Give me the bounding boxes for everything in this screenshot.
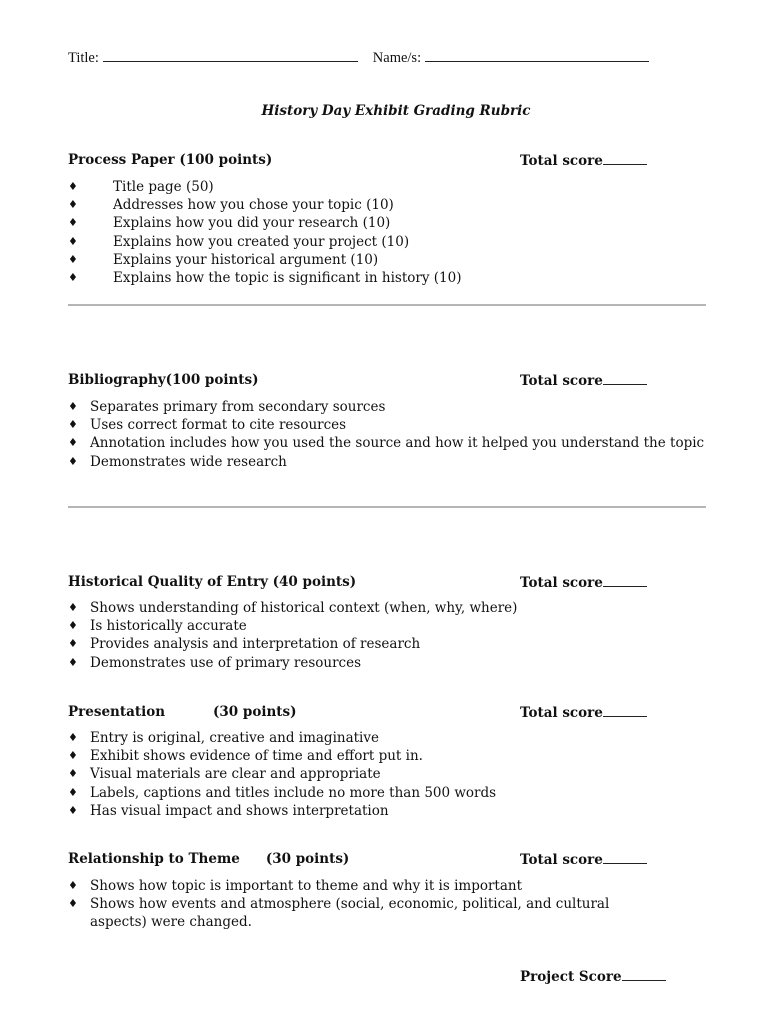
section-points: (30 points): [213, 704, 297, 720]
section-divider: [68, 506, 706, 508]
diamond-bullet-icon: ♦: [68, 731, 78, 744]
total-score-label: Total score: [520, 373, 603, 389]
diamond-bullet-icon: ♦: [68, 767, 78, 781]
diamond-bullet-icon: ♦: [68, 198, 78, 212]
title-field-label: Title:: [68, 50, 99, 66]
diamond-bullet-icon: ♦: [68, 270, 78, 284]
total-score-blank[interactable]: [603, 574, 647, 587]
diamond-bullet-icon: ♦: [68, 216, 78, 230]
diamond-bullet-icon: ♦: [68, 454, 78, 468]
section-points: (40 points): [272, 574, 357, 590]
diamond-bullet-icon: ♦: [68, 234, 78, 248]
names-field-label: Name/s:: [372, 50, 422, 66]
diamond-bullet-icon: ♦: [68, 637, 78, 651]
total-score-presentation: [520, 704, 647, 721]
section-points: (100 points): [179, 152, 273, 168]
total-score-bibliography: [520, 372, 647, 389]
total-score-blank[interactable]: [603, 704, 647, 717]
section-points: (30 points): [265, 851, 350, 867]
names-field-line[interactable]: [425, 47, 649, 62]
diamond-bullet-icon: ♦: [68, 655, 78, 669]
section-heading-historical-quality: [68, 574, 356, 590]
diamond-bullet-icon: ♦: [68, 436, 78, 450]
diamond-bullet-icon: ♦: [68, 897, 78, 911]
diamond-bullet-icon: ♦: [68, 180, 78, 193]
section-points: (100 points): [165, 372, 259, 388]
total-score-historical-quality: [520, 574, 647, 591]
section-name: Process Paper: [68, 152, 175, 168]
total-score-label: Total score: [520, 705, 603, 721]
document-title: History Day Exhibit Grading Rubric: [261, 103, 531, 119]
section-name: Historical Quality of Entry: [68, 574, 268, 590]
total-score-process-paper: [520, 152, 647, 169]
total-score-label: Total score: [520, 153, 603, 169]
total-score-blank[interactable]: [603, 152, 647, 165]
section-name: Relationship to Theme: [68, 851, 240, 867]
project-score-blank[interactable]: [622, 968, 666, 981]
section-name: Bibliography: [68, 372, 166, 388]
diamond-bullet-icon: ♦: [68, 252, 78, 266]
total-score-blank[interactable]: [603, 372, 647, 385]
diamond-bullet-icon: ♦: [68, 400, 78, 413]
total-score-relationship-to-theme: [520, 851, 647, 868]
section-divider: [68, 304, 706, 306]
header-fields: [68, 47, 649, 67]
diamond-bullet-icon: ♦: [68, 803, 78, 817]
section-name: Presentation: [68, 704, 166, 720]
diamond-bullet-icon: ♦: [68, 879, 78, 892]
diamond-bullet-icon: ♦: [68, 749, 78, 763]
project-score: [520, 968, 666, 985]
project-score-label: Project Score: [520, 969, 622, 985]
section-heading-relationship-to-theme: [68, 851, 349, 867]
diamond-bullet-icon: ♦: [68, 418, 78, 432]
section-heading-process-paper: [68, 152, 272, 168]
diamond-bullet-icon: ♦: [68, 619, 78, 633]
total-score-blank[interactable]: [603, 851, 647, 864]
diamond-bullet-icon: ♦: [68, 785, 78, 799]
diamond-bullet-icon: ♦: [68, 601, 78, 614]
total-score-label: Total score: [520, 575, 603, 591]
title-field-line[interactable]: [103, 47, 358, 62]
section-heading-bibliography: [68, 372, 259, 388]
total-score-label: Total score: [520, 852, 603, 868]
section-heading-presentation: [68, 704, 297, 720]
